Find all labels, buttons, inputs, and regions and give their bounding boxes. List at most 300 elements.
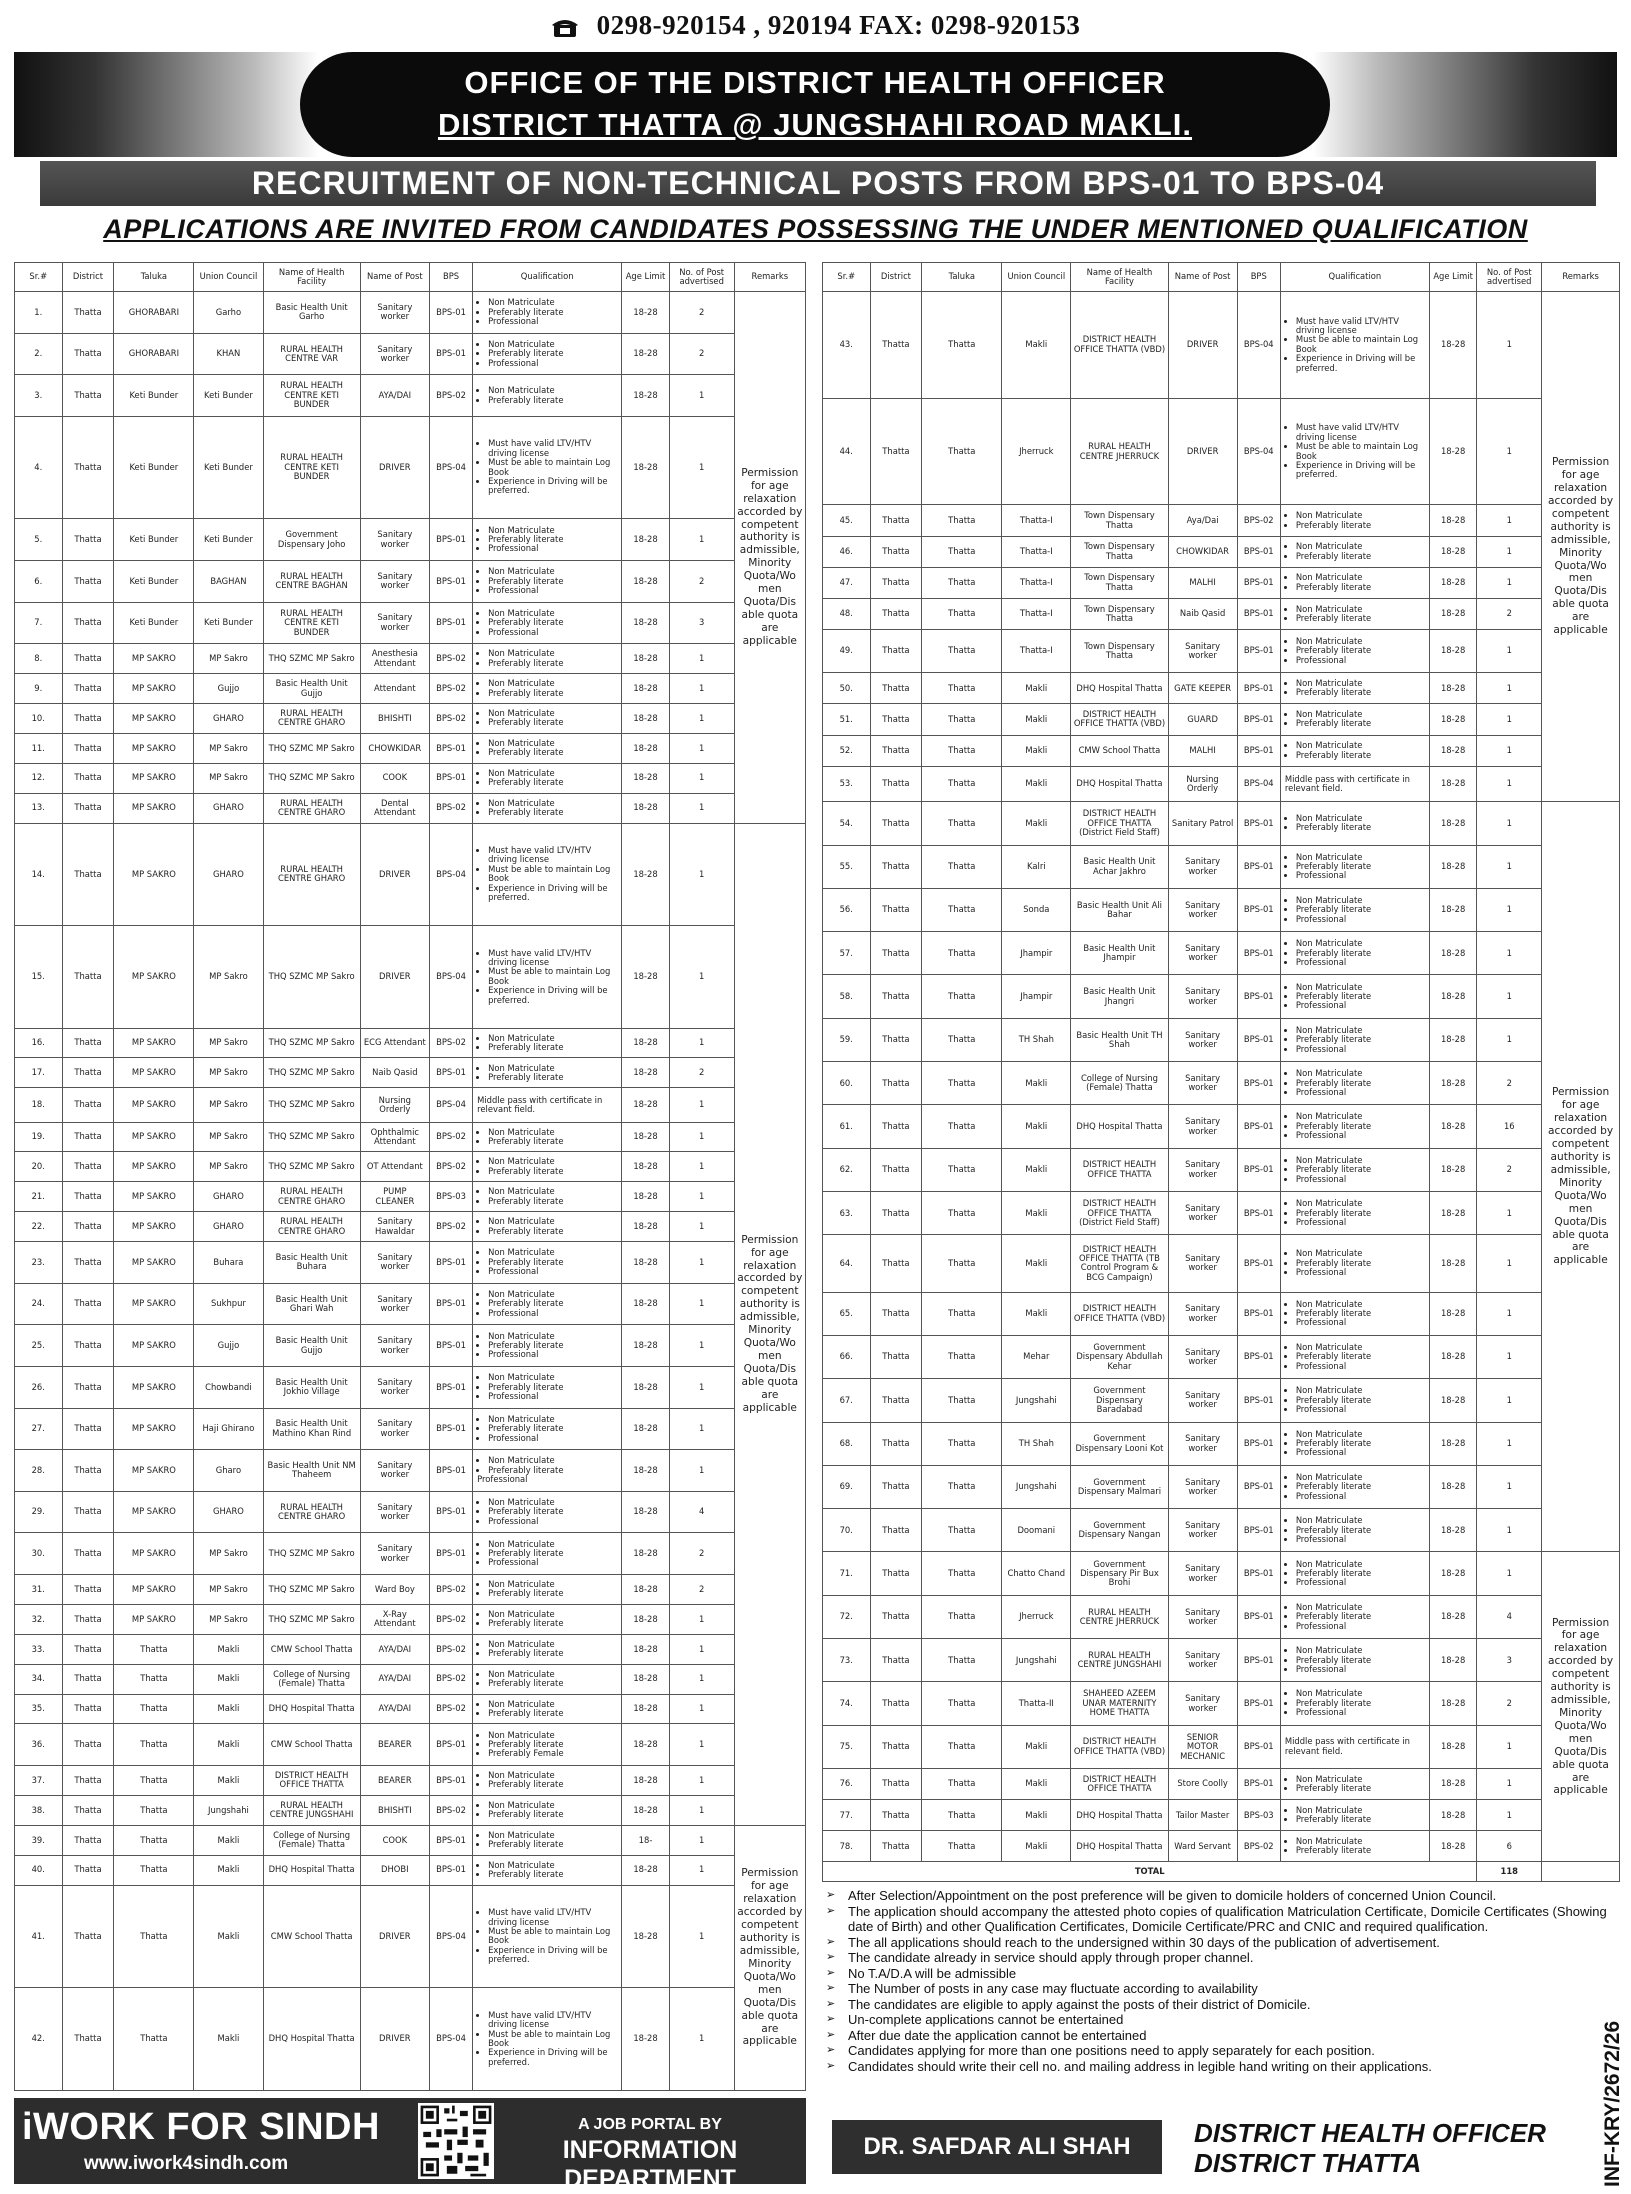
age-limit-cell: 18-28 <box>622 644 670 674</box>
taluka-cell: Thatta <box>922 1235 1002 1292</box>
qualification-list <box>477 1217 619 1236</box>
qualification-list <box>1285 741 1427 760</box>
column-header: Remarks <box>734 263 805 292</box>
age-limit-cell: 18-28 <box>622 1325 670 1367</box>
qualification-cell <box>1280 704 1429 735</box>
table-row <box>823 704 1620 735</box>
health-facility-cell: DHQ Hospital Thatta <box>1071 1831 1168 1862</box>
taluka-cell: Thatta <box>922 932 1002 975</box>
posts-count-cell: 1 <box>1477 1465 1542 1508</box>
post-name-cell: Ward Boy <box>360 1574 429 1604</box>
qualification-cell <box>1280 398 1429 505</box>
post-name-cell: Sanitary worker <box>1168 1639 1237 1682</box>
health-facility-cell: College of Nursing (Female) Thatta <box>1071 1062 1168 1105</box>
qualification-list <box>477 1456 619 1475</box>
portal-website[interactable]: www.iwork4sindh.com <box>84 2153 289 2174</box>
union-council-cell: Makli <box>1002 1192 1071 1235</box>
qualification-cell <box>1280 673 1429 704</box>
qualification-list <box>477 1640 619 1659</box>
post-name-cell: Sanitary worker <box>360 602 429 644</box>
district-cell: Thatta <box>870 1335 922 1378</box>
union-council-cell: Thatta-I <box>1002 567 1071 598</box>
column-header: Qualification <box>473 263 622 292</box>
qualification-cell <box>473 733 622 763</box>
post-name-cell: AYA/DAI <box>360 1694 429 1724</box>
post-name-cell: Sanitary worker <box>360 1242 429 1284</box>
table-row <box>823 1725 1620 1768</box>
table-row <box>15 1182 806 1212</box>
table-row <box>15 1634 806 1664</box>
bps-cell: BPS-01 <box>1237 735 1280 766</box>
union-council-cell: MP Sakro <box>194 644 263 674</box>
post-name-cell: Sanitary worker <box>1168 888 1237 931</box>
qualification-item: • Professional <box>488 1350 619 1359</box>
serial-number-cell: 73. <box>823 1639 871 1682</box>
serial-number-cell: 8. <box>15 644 63 674</box>
posts-count-cell: 1 <box>669 1182 734 1212</box>
union-council-cell: Makli <box>1002 1725 1071 1768</box>
taluka-cell: MP SAKRO <box>114 1152 194 1182</box>
post-name-cell: Nursing Orderly <box>360 1088 429 1122</box>
bps-cell: BPS-01 <box>1237 1148 1280 1191</box>
district-cell: Thatta <box>870 704 922 735</box>
total-value: 118 <box>1477 1862 1542 1882</box>
union-council-cell: Jherruck <box>1002 1595 1071 1638</box>
serial-number-cell: 29. <box>15 1491 63 1533</box>
qualification-item: • Must have valid LTV/HTV driving license <box>488 439 619 458</box>
district-cell: Thatta <box>62 644 114 674</box>
bps-cell: BPS-02 <box>429 1152 472 1182</box>
qualification-item: • Professional <box>488 1558 619 1567</box>
district-cell: Thatta <box>62 763 114 793</box>
note-item: ➢ Candidates should write their cell no. and mailing address in legible hand writing on their applications. <box>848 2059 1620 2075</box>
district-cell: Thatta <box>62 1366 114 1408</box>
health-facility-cell: SHAHEED AZEEM UNAR MATERNITY HOME THATTA <box>1071 1682 1168 1725</box>
health-facility-cell: DISTRICT HEALTH OFFICE THATTA (VBD) <box>1071 1292 1168 1335</box>
district-cell: Thatta <box>870 1465 922 1508</box>
taluka-cell: Thatta <box>922 1800 1002 1831</box>
taluka-cell: MP SAKRO <box>114 703 194 733</box>
post-name-cell: SENIOR MOTOR MECHANIC <box>1168 1725 1237 1768</box>
posts-count-cell: 1 <box>669 644 734 674</box>
bps-cell: BPS-04 <box>1237 292 1280 399</box>
table-body <box>15 292 806 2091</box>
post-name-cell: Dental Attendant <box>360 793 429 823</box>
qualification-cell <box>473 823 622 926</box>
bps-cell: BPS-03 <box>1237 1800 1280 1831</box>
serial-number-cell: 45. <box>823 505 871 536</box>
union-council-cell: MP Sakro <box>194 926 263 1029</box>
post-name-cell: Sanitary worker <box>1168 1682 1237 1725</box>
column-header: Name of Post <box>360 263 429 292</box>
qualification-item: • Preferably literate <box>1296 905 1427 914</box>
district-cell: Thatta <box>870 1509 922 1552</box>
taluka-cell: MP SAKRO <box>114 1450 194 1492</box>
qualification-item: • Non Matriculate <box>488 526 619 535</box>
serial-number-cell: 43. <box>823 292 871 399</box>
posts-count-cell: 1 <box>669 1408 734 1450</box>
bps-cell: BPS-04 <box>1237 398 1280 505</box>
table-row <box>823 1552 1620 1595</box>
qualification-list <box>477 769 619 788</box>
qualification-list <box>477 298 619 326</box>
age-limit-cell: 18-28 <box>622 926 670 1029</box>
contact-text: 0298-920154 , 920194 FAX: 0298-920153 <box>596 10 1081 40</box>
qualification-item: • Non Matriculate <box>488 567 619 576</box>
qualification-item: • Non Matriculate <box>488 1034 619 1043</box>
bps-cell: BPS-01 <box>1237 1422 1280 1465</box>
qualification-cell <box>1280 766 1429 802</box>
table-row <box>15 1766 806 1796</box>
qualification-list <box>1285 1560 1427 1588</box>
qualification-cell <box>1280 1335 1429 1378</box>
qualification-item: • Professional <box>1296 1362 1427 1371</box>
bps-cell: BPS-01 <box>1237 1292 1280 1335</box>
qualification-list <box>477 1731 619 1759</box>
district-cell: Thatta <box>870 1422 922 1465</box>
union-council-cell: MP Sakro <box>194 1088 263 1122</box>
qualification-item: • Preferably literate <box>488 1507 619 1516</box>
union-council-cell: Sonda <box>1002 888 1071 931</box>
age-limit-cell: 18-28 <box>1429 735 1477 766</box>
qualification-item: • Non Matriculate <box>1296 1343 1427 1352</box>
bps-cell: BPS-01 <box>1237 1335 1280 1378</box>
health-facility-cell: THQ SZMC MP Sakro <box>263 763 360 793</box>
bps-cell: BPS-01 <box>1237 1192 1280 1235</box>
qualification-item: • Non Matriculate <box>1296 983 1427 992</box>
qualification-cell <box>1280 1725 1429 1768</box>
serial-number-cell: 22. <box>15 1212 63 1242</box>
taluka-cell: Thatta <box>114 1694 194 1724</box>
posts-count-cell: 1 <box>669 1766 734 1796</box>
age-limit-cell: 18-28 <box>622 416 670 519</box>
qualification-cell <box>473 602 622 644</box>
qualification-cell <box>1280 536 1429 567</box>
qualification-item: • Non Matriculate <box>488 1290 619 1299</box>
qualification-item: • Preferably literate <box>1296 992 1427 1001</box>
bps-cell: BPS-02 <box>1237 1831 1280 1862</box>
qualification-list <box>1285 679 1427 698</box>
table-row <box>823 1062 1620 1105</box>
taluka-cell: MP SAKRO <box>114 1058 194 1088</box>
qualification-item: • Preferably literate <box>1296 862 1427 871</box>
union-council-cell: KHAN <box>194 333 263 375</box>
column-header: District <box>62 263 114 292</box>
posts-count-cell: 1 <box>669 1694 734 1724</box>
taluka-cell: MP SAKRO <box>114 1325 194 1367</box>
posts-count-cell: 1 <box>669 1122 734 1152</box>
post-name-cell: Ward Servant <box>1168 1831 1237 1862</box>
age-limit-cell: 18-28 <box>622 560 670 602</box>
union-council-cell: Makli <box>1002 735 1071 766</box>
health-facility-cell: RURAL HEALTH CENTRE GHARO <box>263 1212 360 1242</box>
posts-count-cell: 2 <box>1477 1062 1542 1105</box>
qualification-cell <box>473 1058 622 1088</box>
qualification-item: • Professional <box>1296 1708 1427 1717</box>
qualification-cell <box>473 1634 622 1664</box>
post-name-cell: BHISHTI <box>360 703 429 733</box>
signatory-designation: DISTRICT HEALTH OFFICER <box>1194 2118 1546 2148</box>
age-limit-cell: 18-28 <box>622 292 670 334</box>
qualification-item: • Non Matriculate <box>488 769 619 778</box>
qualification-cell <box>1280 1465 1429 1508</box>
health-facility-cell: THQ SZMC MP Sakro <box>263 1058 360 1088</box>
bps-cell: BPS-01 <box>429 1491 472 1533</box>
qualification-cell <box>473 416 622 519</box>
serial-number-cell: 60. <box>823 1062 871 1105</box>
district-cell: Thatta <box>62 1450 114 1492</box>
qualification-item: • Non Matriculate <box>488 709 619 718</box>
post-name-cell: Sanitary worker <box>360 1366 429 1408</box>
qualification-item: • Non Matriculate <box>1296 1560 1427 1569</box>
post-name-cell: CHOWKIDAR <box>360 733 429 763</box>
post-name-cell: MALHI <box>1168 567 1237 598</box>
invitation-text: APPLICATIONS ARE INVITED FROM CANDIDATES POSSESSING THE UNDER MENTIONED QUALIFICATION <box>103 214 1528 244</box>
table-row <box>823 673 1620 704</box>
age-limit-cell: 18-28 <box>1429 1235 1477 1292</box>
qualification-cell <box>1280 1639 1429 1682</box>
table-row <box>15 823 806 926</box>
total-label: TOTAL <box>823 1862 1477 1882</box>
qualification-cell <box>473 1533 622 1575</box>
district-cell: Thatta <box>62 1283 114 1325</box>
qualification-list <box>477 1187 619 1206</box>
serial-number-cell: 57. <box>823 932 871 975</box>
post-name-cell: Anesthesia Attendant <box>360 644 429 674</box>
district-cell: Thatta <box>870 1062 922 1105</box>
union-council-cell: MP Sakro <box>194 1533 263 1575</box>
qualification-item: • Professional <box>1296 1131 1427 1140</box>
district-cell: Thatta <box>62 1885 114 1988</box>
qualification-item: • Non Matriculate <box>1296 637 1427 646</box>
district-cell: Thatta <box>870 1105 922 1148</box>
posts-count-cell: 1 <box>669 1885 734 1988</box>
age-limit-cell: 18-28 <box>622 1885 670 1988</box>
district-cell: Thatta <box>62 1325 114 1367</box>
district-cell: Thatta <box>870 1192 922 1235</box>
taluka-cell: MP SAKRO <box>114 1408 194 1450</box>
qualification-item: • Non Matriculate <box>488 679 619 688</box>
qualification-list <box>1285 853 1427 881</box>
age-limit-cell: 18-28 <box>1429 1682 1477 1725</box>
union-council-cell: Makli <box>194 1694 263 1724</box>
bps-cell: BPS-01 <box>1237 1769 1280 1800</box>
posts-count-cell: 1 <box>1477 673 1542 704</box>
table-row <box>15 519 806 561</box>
union-council-cell: TH Shah <box>1002 1018 1071 1061</box>
bps-cell: BPS-02 <box>1237 505 1280 536</box>
serial-number-cell: 6. <box>15 560 63 602</box>
serial-number-cell: 77. <box>823 1800 871 1831</box>
taluka-cell: Thatta <box>922 398 1002 505</box>
health-facility-cell: DHQ Hospital Thatta <box>1071 673 1168 704</box>
posts-count-cell: 1 <box>1477 629 1542 672</box>
table-row <box>15 1325 806 1367</box>
health-facility-cell: RURAL HEALTH CENTRE GHARO <box>263 1182 360 1212</box>
qualification-item: • Non Matriculate <box>488 298 619 307</box>
district-cell: Thatta <box>62 1408 114 1450</box>
table-row <box>823 1465 1620 1508</box>
posts-count-cell: 1 <box>669 1724 734 1766</box>
health-facility-cell: DHQ Hospital Thatta <box>263 1855 360 1885</box>
district-cell: Thatta <box>870 567 922 598</box>
post-name-cell: Sanitary worker <box>360 1408 429 1450</box>
qualification-cell <box>473 793 622 823</box>
taluka-cell: Thatta <box>922 802 1002 845</box>
district-cell: Thatta <box>62 1491 114 1533</box>
post-name-cell: DHOBI <box>360 1855 429 1885</box>
age-limit-cell: 18-28 <box>622 1694 670 1724</box>
qualification-item: • Preferably literate <box>488 308 619 317</box>
qualification-item: • Preferably literate <box>1296 1482 1427 1491</box>
taluka-cell: Thatta <box>922 1639 1002 1682</box>
table-row <box>823 975 1620 1018</box>
age-limit-cell: 18-28 <box>622 1795 670 1825</box>
union-council-cell: GHARO <box>194 1182 263 1212</box>
serial-number-cell: 58. <box>823 975 871 1018</box>
posts-count-cell: 1 <box>1477 975 1542 1018</box>
post-name-cell: Sanitary worker <box>1168 1148 1237 1191</box>
qualification-item: • Preferably literate <box>488 349 619 358</box>
qualification-item: • Non Matriculate <box>1296 814 1427 823</box>
job-portal-banner <box>14 2098 806 2193</box>
serial-number-cell: 10. <box>15 703 63 733</box>
health-facility-cell: CMW School Thatta <box>1071 735 1168 766</box>
age-limit-cell: 18-28 <box>622 1408 670 1450</box>
office-title: OFFICE OF THE DISTRICT HEALTH OFFICER <box>464 65 1166 100</box>
health-facility-cell: THQ SZMC MP Sakro <box>263 1152 360 1182</box>
qualification-item: • Non Matriculate <box>488 1610 619 1619</box>
district-cell: Thatta <box>62 375 114 417</box>
serial-number-cell: 24. <box>15 1283 63 1325</box>
table-row <box>823 802 1620 845</box>
union-council-cell: Makli <box>1002 704 1071 735</box>
qualification-cell <box>1280 1831 1429 1862</box>
health-facility-cell: Government Dispensary Looni Kot <box>1071 1422 1168 1465</box>
posts-count-cell: 2 <box>669 560 734 602</box>
post-name-cell: GUARD <box>1168 704 1237 735</box>
union-council-cell: MP Sakro <box>194 1058 263 1088</box>
union-council-cell: Doomani <box>1002 1509 1071 1552</box>
post-name-cell: AYA/DAI <box>360 1664 429 1694</box>
district-cell: Thatta <box>62 1766 114 1796</box>
note-item: ➢ Candidates applying for more than one positions need to apply separately for each position. <box>848 2043 1620 2059</box>
ad-reference-number: INF-KRY/2672/26 <box>1601 2020 1624 2187</box>
bps-cell: BPS-04 <box>429 823 472 926</box>
age-limit-cell: 18-28 <box>1429 1509 1477 1552</box>
health-facility-cell: Town Dispensary Thatta <box>1071 567 1168 598</box>
note-item: ➢ The application should accompany the attested photo copies of qualification Matriculation Certificate, Domicile Certificates (Showing date of Birth) and other Qualification Certificates, Domicile Certificate/PRC and CNIC and required qualification. <box>848 1904 1620 1935</box>
post-name-cell: Sanitary worker <box>360 519 429 561</box>
age-limit-cell: 18-28 <box>1429 505 1477 536</box>
qualification-item: • Professional <box>488 1392 619 1401</box>
health-facility-cell: RURAL HEALTH CENTRE GHARO <box>263 703 360 733</box>
district-cell: Thatta <box>62 1242 114 1284</box>
qualification-item: • Preferably literate <box>488 718 619 727</box>
district-cell: Thatta <box>62 823 114 926</box>
bps-cell: BPS-01 <box>1237 704 1280 735</box>
qualification-list <box>477 1415 619 1443</box>
bps-cell: BPS-01 <box>429 1058 472 1088</box>
qualification-item: • Preferably literate <box>1296 1209 1427 1218</box>
union-council-cell: Thatta-II <box>1002 1682 1071 1725</box>
union-council-cell: Gujjo <box>194 1325 263 1367</box>
qualification-item: • Preferably literate <box>488 1197 619 1206</box>
posts-count-cell: 2 <box>1477 1682 1542 1725</box>
posts-count-cell: 3 <box>669 602 734 644</box>
note-item: ➢ No T.A/D.A will be admissible <box>848 1966 1620 1982</box>
qualification-item: • Must be able to maintain Log Book <box>488 865 619 884</box>
table-row <box>15 1088 806 1122</box>
portal-department: INFORMATION DEPARTMENT <box>562 2136 738 2193</box>
column-header: Name of Health Facility <box>263 263 360 292</box>
table-row <box>15 703 806 733</box>
age-limit-cell: 18-28 <box>622 519 670 561</box>
serial-number-cell: 40. <box>15 1855 63 1885</box>
serial-number-cell: 16. <box>15 1028 63 1058</box>
posts-count-cell: 1 <box>669 1283 734 1325</box>
note-item: ➢ The all applications should reach to the undersigned within 30 days of the publication of advertisement. <box>848 1935 1620 1951</box>
posts-count-cell: 1 <box>1477 536 1542 567</box>
qualification-item: • Preferably literate <box>1296 583 1427 592</box>
qualification-list <box>477 739 619 758</box>
district-cell: Thatta <box>62 416 114 519</box>
serial-number-cell: 12. <box>15 763 63 793</box>
posts-count-cell: 2 <box>669 1533 734 1575</box>
taluka-cell: Thatta <box>922 1018 1002 1061</box>
bps-cell: BPS-02 <box>429 644 472 674</box>
union-council-cell: MP Sakro <box>194 733 263 763</box>
posts-count-cell: 1 <box>669 1664 734 1694</box>
qualification-item: • Must have valid LTV/HTV driving license <box>488 2011 619 2030</box>
bps-cell: BPS-01 <box>1237 1725 1280 1768</box>
age-limit-cell: 18-28 <box>622 1533 670 1575</box>
serial-number-cell: 47. <box>823 567 871 598</box>
bps-cell: BPS-01 <box>1237 1105 1280 1148</box>
qualification-item: • Non Matriculate <box>488 1670 619 1679</box>
age-limit-cell: 18-28 <box>622 1242 670 1284</box>
bps-cell: BPS-02 <box>429 703 472 733</box>
health-facility-cell: Town Dispensary Thatta <box>1071 598 1168 629</box>
table-row <box>15 1988 806 2091</box>
union-council-cell: Makli <box>1002 1800 1071 1831</box>
qualification-item: • Preferably literate <box>1296 1352 1427 1361</box>
ad-reference <box>1596 2020 1626 2187</box>
serial-number-cell: 52. <box>823 735 871 766</box>
table-row <box>823 598 1620 629</box>
qualification-item: • Must have valid LTV/HTV driving license <box>488 846 619 865</box>
taluka-cell: Thatta <box>922 1465 1002 1508</box>
taluka-cell: MP SAKRO <box>114 1122 194 1152</box>
qualification-item: • Professional <box>1296 1578 1427 1587</box>
health-facility-cell: CMW School Thatta <box>263 1634 360 1664</box>
qualification-item: • Experience in Driving will be preferred. <box>488 2048 619 2067</box>
union-council-cell: Gharo <box>194 1450 263 1492</box>
bps-cell: BPS-01 <box>1237 1062 1280 1105</box>
age-limit-cell: 18-28 <box>1429 1335 1477 1378</box>
health-facility-cell: DISTRICT HEALTH OFFICE THATTA (TB Control Program & BCG Campaign) <box>1071 1235 1168 1292</box>
taluka-cell: Thatta <box>922 505 1002 536</box>
post-name-cell: Sanitary worker <box>360 1450 429 1492</box>
posts-count-cell: 1 <box>1477 1509 1542 1552</box>
taluka-cell: Thatta <box>114 1795 194 1825</box>
column-header: BPS <box>1237 263 1280 292</box>
health-facility-cell: RURAL HEALTH CENTRE KETI BUNDER <box>263 602 360 644</box>
qualification-item: • Preferably literate <box>1296 1612 1427 1621</box>
qualification-list <box>477 1831 619 1850</box>
district-cell: Thatta <box>870 598 922 629</box>
bps-cell: BPS-01 <box>429 292 472 334</box>
